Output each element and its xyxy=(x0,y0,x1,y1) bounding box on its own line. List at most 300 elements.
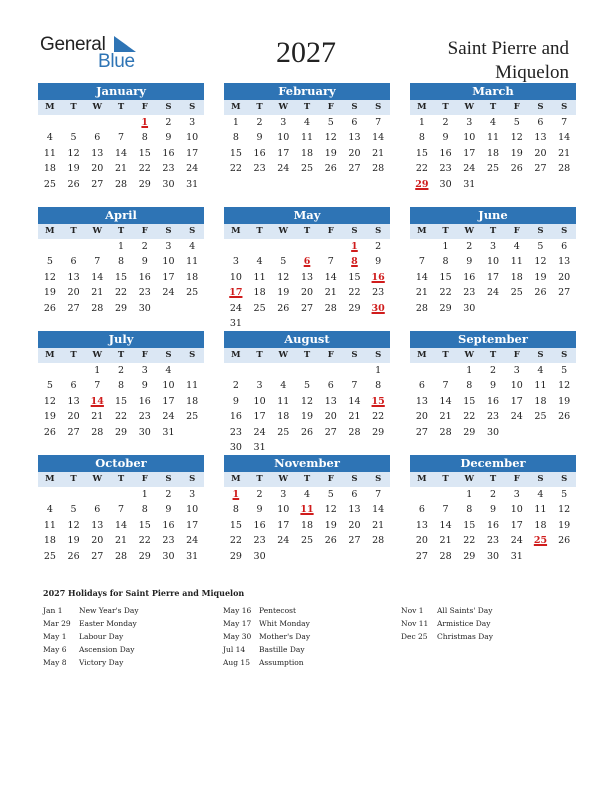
holiday-date: May 6 xyxy=(43,645,67,654)
week-row xyxy=(38,502,204,517)
weekday-label: W xyxy=(278,350,289,360)
day-cell: 10 xyxy=(277,132,290,144)
weekday-label: S xyxy=(537,474,544,484)
weekday-label: M xyxy=(231,226,241,236)
day-cell: 19 xyxy=(324,519,337,531)
day-cell: 8 xyxy=(117,256,125,268)
day-cell: 4 xyxy=(256,256,263,268)
day-cell: 24 xyxy=(277,535,290,547)
holiday-item xyxy=(401,630,493,643)
month-february xyxy=(224,83,390,177)
day-cell: 2 xyxy=(442,117,449,128)
day-cell: 27 xyxy=(324,426,337,438)
weekday-label: T xyxy=(303,102,311,112)
empty-day xyxy=(62,487,86,502)
holiday-column xyxy=(401,604,493,643)
day-cell: 30 xyxy=(486,550,500,562)
day-cell: 20 xyxy=(300,287,314,299)
day-cell: 5 xyxy=(280,256,287,268)
week-row xyxy=(38,301,204,316)
day-cell: 2 xyxy=(165,489,172,500)
empty-day xyxy=(410,487,434,502)
day-cell: 13 xyxy=(348,504,361,516)
month-header: March xyxy=(410,83,576,100)
day-cell: 19 xyxy=(277,287,290,299)
week-row xyxy=(224,549,390,564)
holiday-date: May 16 xyxy=(223,606,252,615)
day-cell: 29 xyxy=(439,302,452,314)
day-cell: 12 xyxy=(324,504,337,516)
empty-day xyxy=(295,239,319,254)
empty-day xyxy=(505,301,529,316)
month-march xyxy=(410,83,576,192)
day-cell: 3 xyxy=(232,256,239,268)
empty-day xyxy=(224,239,248,254)
day-cell: 13 xyxy=(300,271,314,283)
day-cell: 25 xyxy=(186,411,199,423)
day-cell: 10 xyxy=(186,132,199,144)
day-cell: 7 xyxy=(375,489,382,500)
holiday-date: May 8 xyxy=(43,658,67,667)
day-cell: 14 xyxy=(348,395,361,407)
day-cell: 10 xyxy=(186,504,199,516)
weekday-row xyxy=(38,348,204,363)
weekday-row xyxy=(38,472,204,487)
empty-day xyxy=(434,487,458,502)
weekday-label: T xyxy=(442,226,449,236)
week-row xyxy=(224,239,390,254)
day-cell: 26 xyxy=(43,426,56,438)
day-cell: 22 xyxy=(372,411,385,423)
weekday-label: W xyxy=(92,474,103,484)
day-cell: 12 xyxy=(534,256,547,268)
day-cell: 21 xyxy=(324,287,337,299)
day-cell: 9 xyxy=(165,132,172,144)
month-july xyxy=(38,331,204,440)
logo-text-general: General xyxy=(40,34,106,55)
holiday-item xyxy=(223,630,310,643)
day-cell: 14 xyxy=(372,132,385,144)
day-cell: 3 xyxy=(141,365,148,376)
weekday-row xyxy=(224,224,390,239)
day-cell: 17 xyxy=(229,287,243,299)
day-cell: 15 xyxy=(138,519,151,531)
day-cell: 13 xyxy=(415,395,428,407)
day-cell: 9 xyxy=(375,256,382,268)
day-cell: 10 xyxy=(229,271,242,283)
day-cell: 30 xyxy=(138,426,151,438)
day-cell: 28 xyxy=(415,302,428,314)
day-cell: 8 xyxy=(141,504,148,516)
day-cell: 31 xyxy=(162,426,175,438)
day-cell: 20 xyxy=(91,535,104,547)
day-cell: 1 xyxy=(232,489,240,500)
weekday-label: W xyxy=(464,350,475,360)
day-cell: 4 xyxy=(537,365,544,376)
holiday-name: Ascension Day xyxy=(79,645,135,654)
day-cell: 12 xyxy=(67,147,80,159)
month-header: November xyxy=(224,455,390,472)
week-row xyxy=(224,115,390,130)
empty-day xyxy=(319,316,343,331)
logo xyxy=(40,34,140,74)
day-cell: 20 xyxy=(67,287,80,299)
day-cell: 18 xyxy=(486,147,500,159)
weekday-label: F xyxy=(513,474,520,484)
weekday-label: F xyxy=(327,350,334,360)
day-cell: 19 xyxy=(558,395,571,407)
day-cell: 7 xyxy=(351,380,358,392)
week-row xyxy=(38,285,204,300)
week-row xyxy=(410,378,576,393)
weekday-label: S xyxy=(351,474,358,484)
weekday-label: T xyxy=(303,350,311,360)
month-june xyxy=(410,207,576,316)
day-cell: 27 xyxy=(534,163,547,175)
weekday-row xyxy=(410,100,576,115)
empty-day xyxy=(38,239,62,254)
weekday-row xyxy=(224,348,390,363)
weekday-row xyxy=(224,100,390,115)
weekday-label: T xyxy=(117,102,125,112)
month-header: May xyxy=(224,207,390,224)
weekday-label: W xyxy=(464,102,475,112)
empty-day xyxy=(529,301,553,316)
weekday-label: F xyxy=(141,350,148,360)
day-cell: 1 xyxy=(375,365,382,376)
empty-day xyxy=(295,440,319,455)
day-cell: 2 xyxy=(489,365,497,376)
day-cell: 17 xyxy=(277,147,290,159)
day-cell: 27 xyxy=(91,178,104,190)
day-cell: 21 xyxy=(91,287,104,299)
day-cell: 13 xyxy=(534,132,547,144)
day-cell: 20 xyxy=(534,147,547,159)
empty-day xyxy=(85,115,109,130)
day-cell: 19 xyxy=(67,163,80,175)
weekday-label: T xyxy=(117,474,125,484)
day-cell: 4 xyxy=(489,117,497,128)
weekday-label: S xyxy=(189,226,196,236)
day-cell: 2 xyxy=(256,117,263,128)
day-cell: 2 xyxy=(232,380,239,392)
holiday-name: Mother's Day xyxy=(259,632,311,641)
month-header: April xyxy=(38,207,204,224)
week-row xyxy=(410,239,576,254)
holiday-column xyxy=(223,604,310,669)
weekday-label: S xyxy=(165,474,172,484)
day-cell: 10 xyxy=(253,395,266,407)
country-line-1: Saint Pierre and xyxy=(447,38,569,59)
day-cell: 26 xyxy=(300,426,314,438)
weekday-label: F xyxy=(141,474,148,484)
week-row xyxy=(38,378,204,393)
day-cell: 8 xyxy=(418,132,425,144)
empty-day xyxy=(85,239,109,254)
day-cell: 25 xyxy=(486,163,500,175)
week-row xyxy=(224,425,390,440)
empty-day xyxy=(295,316,319,331)
day-cell: 23 xyxy=(138,411,151,423)
empty-day xyxy=(343,316,367,331)
day-cell: 27 xyxy=(300,302,314,314)
weekday-label: S xyxy=(375,102,382,112)
month-header: December xyxy=(410,455,576,472)
day-cell: 17 xyxy=(486,271,500,283)
day-cell: 15 xyxy=(348,271,361,283)
empty-day xyxy=(38,487,62,502)
day-cell: 16 xyxy=(486,519,500,531)
day-cell: 9 xyxy=(141,256,148,268)
day-cell: 18 xyxy=(43,163,56,175)
day-cell: 2 xyxy=(141,241,148,252)
empty-day xyxy=(319,440,343,455)
empty-day xyxy=(343,440,367,455)
day-cell: 21 xyxy=(439,535,452,547)
week-row xyxy=(38,161,204,176)
week-row xyxy=(410,549,576,564)
day-cell: 24 xyxy=(510,535,523,547)
day-cell: 24 xyxy=(463,163,476,175)
day-cell: 5 xyxy=(46,380,53,392)
week-row xyxy=(224,440,390,455)
day-cell: 30 xyxy=(162,178,175,190)
weekday-label: T xyxy=(70,226,77,236)
day-cell: 26 xyxy=(534,287,547,299)
day-cell: 6 xyxy=(561,241,568,252)
day-cell: 13 xyxy=(67,271,80,283)
day-cell: 21 xyxy=(558,147,571,159)
day-cell: 24 xyxy=(162,411,175,423)
holiday-date: Nov 11 xyxy=(401,619,429,628)
empty-day xyxy=(319,363,343,378)
day-cell: 19 xyxy=(324,147,337,159)
day-cell: 19 xyxy=(43,411,56,423)
day-cell: 26 xyxy=(558,411,571,423)
day-cell: 26 xyxy=(324,535,337,547)
empty-day xyxy=(366,549,390,564)
day-cell: 6 xyxy=(351,117,358,128)
day-cell: 16 xyxy=(162,147,175,159)
weekday-row xyxy=(224,472,390,487)
day-cell: 3 xyxy=(280,117,287,128)
day-cell: 25 xyxy=(300,535,314,547)
holiday-name: Labour Day xyxy=(79,632,124,641)
month-header: October xyxy=(38,455,204,472)
empty-day xyxy=(180,301,204,316)
weekday-label: S xyxy=(537,102,544,112)
day-cell: 28 xyxy=(558,163,571,175)
year-title: 2027 xyxy=(276,36,336,69)
empty-day xyxy=(505,177,529,192)
day-cell: 11 xyxy=(486,132,500,144)
day-cell: 16 xyxy=(371,271,385,283)
day-cell: 10 xyxy=(463,132,476,144)
day-cell: 11 xyxy=(510,256,523,268)
weekday-row xyxy=(38,100,204,115)
day-cell: 9 xyxy=(256,504,263,516)
week-row xyxy=(224,161,390,176)
empty-day xyxy=(481,301,505,316)
day-cell: 29 xyxy=(229,550,242,562)
day-cell: 9 xyxy=(232,395,239,407)
day-cell: 14 xyxy=(91,271,104,283)
day-cell: 12 xyxy=(67,519,80,531)
logo-triangle-icon xyxy=(112,36,136,52)
holiday-date: Mar 29 xyxy=(43,619,71,628)
day-cell: 5 xyxy=(303,380,311,392)
day-cell: 6 xyxy=(70,256,77,268)
day-cell: 11 xyxy=(277,395,290,407)
week-row xyxy=(410,115,576,130)
day-cell: 27 xyxy=(558,287,571,299)
day-cell: 27 xyxy=(67,426,80,438)
day-cell: 23 xyxy=(253,163,266,175)
day-cell: 16 xyxy=(486,395,500,407)
day-cell: 15 xyxy=(463,395,476,407)
holidays-title: 2027 Holidays for Saint Pierre and Miquelon xyxy=(43,588,245,598)
empty-day xyxy=(505,425,529,440)
month-september xyxy=(410,331,576,440)
week-row xyxy=(410,363,576,378)
day-cell: 1 xyxy=(117,241,125,252)
holiday-item xyxy=(43,643,139,656)
day-cell: 29 xyxy=(138,178,151,190)
weekday-label: T xyxy=(489,226,497,236)
empty-day xyxy=(410,363,434,378)
weekday-label: F xyxy=(513,350,520,360)
holiday-item xyxy=(43,604,139,617)
day-cell: 11 xyxy=(186,256,199,268)
weekday-label: T xyxy=(489,474,497,484)
empty-day xyxy=(481,177,505,192)
day-cell: 25 xyxy=(186,287,199,299)
holiday-item xyxy=(43,656,139,669)
day-cell: 13 xyxy=(324,395,337,407)
empty-day xyxy=(366,440,390,455)
day-cell: 22 xyxy=(229,535,242,547)
day-cell: 3 xyxy=(513,489,520,500)
day-cell: 30 xyxy=(229,441,242,453)
holiday-date: May 17 xyxy=(223,619,252,628)
day-cell: 17 xyxy=(253,411,266,423)
holiday-date: May 1 xyxy=(43,632,67,641)
week-row xyxy=(38,487,204,502)
day-cell: 18 xyxy=(277,411,290,423)
day-cell: 4 xyxy=(46,132,53,144)
day-cell: 13 xyxy=(91,147,104,159)
day-cell: 29 xyxy=(463,426,476,438)
holiday-name: Victory Day xyxy=(79,658,124,667)
empty-day xyxy=(62,115,86,130)
day-cell: 14 xyxy=(558,132,571,144)
day-cell: 23 xyxy=(229,426,242,438)
weekday-label: F xyxy=(513,226,520,236)
day-cell: 29 xyxy=(138,550,151,562)
day-cell: 28 xyxy=(114,178,128,190)
day-cell: 27 xyxy=(415,550,428,562)
day-cell: 22 xyxy=(229,163,242,175)
month-october xyxy=(38,455,204,564)
holiday-date: Nov 1 xyxy=(401,606,424,615)
weekday-label: S xyxy=(561,226,568,236)
day-cell: 29 xyxy=(114,426,128,438)
day-cell: 18 xyxy=(253,287,266,299)
day-cell: 30 xyxy=(253,550,266,562)
day-cell: 5 xyxy=(561,489,568,500)
day-cell: 15 xyxy=(138,147,151,159)
week-row xyxy=(410,425,576,440)
day-cell: 5 xyxy=(513,117,520,128)
weekday-label: M xyxy=(417,474,427,484)
day-cell: 15 xyxy=(463,519,476,531)
day-cell: 2 xyxy=(489,489,497,500)
day-cell: 5 xyxy=(537,241,544,252)
week-row xyxy=(224,146,390,161)
weekday-label: T xyxy=(489,350,497,360)
day-cell: 5 xyxy=(46,256,53,268)
day-cell: 1 xyxy=(141,489,148,500)
day-cell: 18 xyxy=(534,519,547,531)
day-cell: 7 xyxy=(375,117,382,128)
weekday-label: F xyxy=(141,102,148,112)
week-row xyxy=(224,285,390,300)
day-cell: 13 xyxy=(415,519,428,531)
day-cell: 17 xyxy=(510,519,523,531)
weekday-label: M xyxy=(231,102,241,112)
day-cell: 24 xyxy=(510,411,523,423)
day-cell: 1 xyxy=(232,117,239,128)
empty-day xyxy=(319,239,343,254)
day-cell: 28 xyxy=(324,302,337,314)
day-cell: 22 xyxy=(138,163,151,175)
day-cell: 15 xyxy=(114,395,128,407)
week-row xyxy=(38,130,204,145)
week-row xyxy=(38,177,204,192)
day-cell: 21 xyxy=(114,163,128,175)
day-cell: 6 xyxy=(418,504,425,516)
day-cell: 12 xyxy=(277,271,290,283)
day-cell: 14 xyxy=(114,147,128,159)
week-row xyxy=(224,487,390,502)
weekday-label: S xyxy=(189,474,196,484)
week-row xyxy=(224,363,390,378)
day-cell: 22 xyxy=(114,287,128,299)
week-row xyxy=(38,518,204,533)
day-cell: 21 xyxy=(114,535,128,547)
day-cell: 25 xyxy=(510,287,523,299)
weekday-label: F xyxy=(327,226,334,236)
week-row xyxy=(410,409,576,424)
day-cell: 18 xyxy=(300,519,314,531)
day-cell: 9 xyxy=(466,256,473,268)
day-cell: 30 xyxy=(439,178,452,190)
day-cell: 2 xyxy=(256,489,263,500)
empty-day xyxy=(529,177,553,192)
day-cell: 19 xyxy=(300,411,314,423)
day-cell: 31 xyxy=(463,178,476,190)
weekday-label: W xyxy=(92,350,103,360)
day-cell: 28 xyxy=(372,163,385,175)
weekday-label: F xyxy=(141,226,148,236)
week-row xyxy=(38,394,204,409)
day-cell: 31 xyxy=(253,441,266,453)
weekday-label: S xyxy=(561,474,568,484)
day-cell: 15 xyxy=(439,271,452,283)
day-cell: 19 xyxy=(534,271,547,283)
empty-day xyxy=(271,316,295,331)
week-row xyxy=(410,177,576,192)
